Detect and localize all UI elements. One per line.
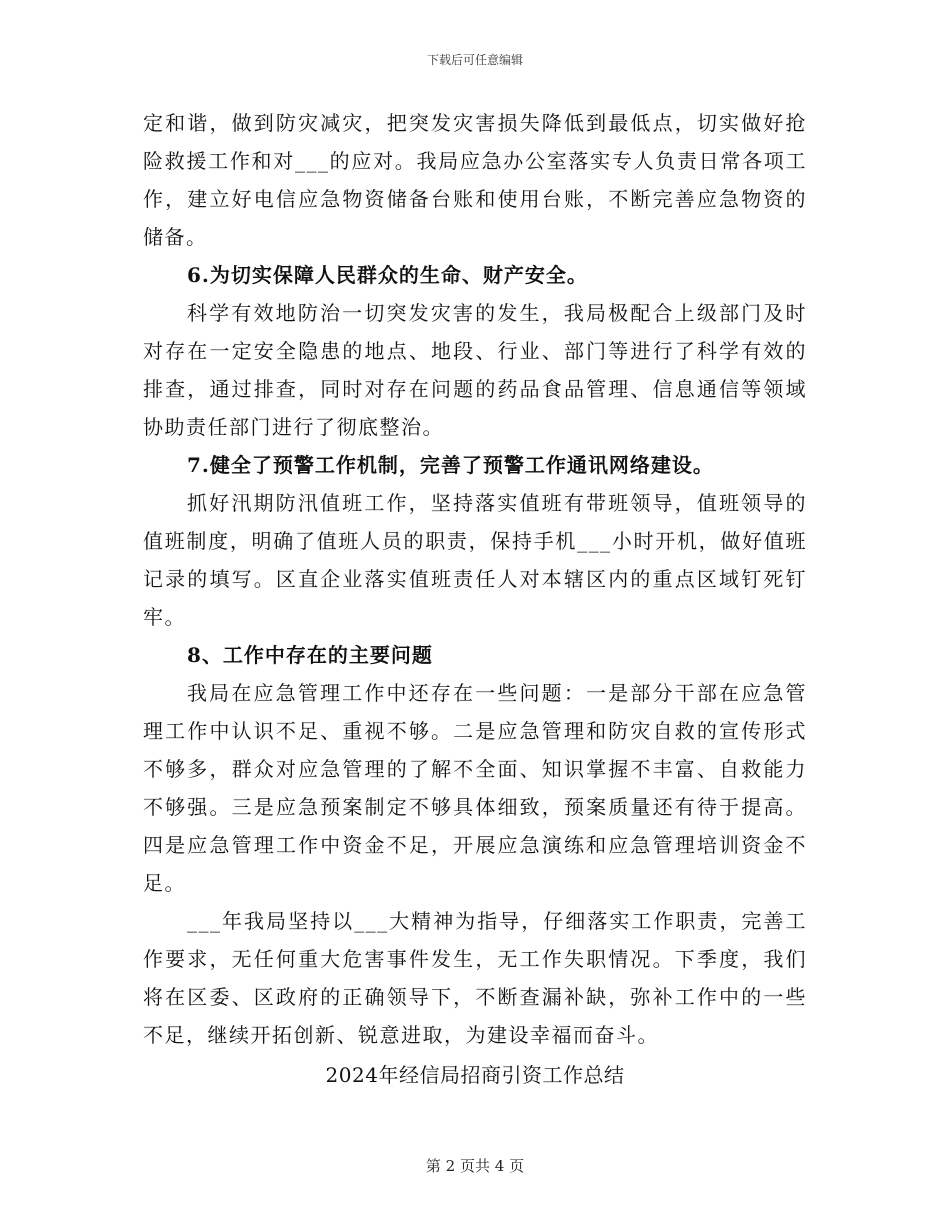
paragraph-continued: 定和谐，做到防灾减灾，把突发灾害损失降低到最低点，切实做好抢险救援工作和对___的应对。我局应急办公室落实专人负责日常各项工作，建立好电信应急物资储备台账和使用台账，不断完善应急物资的储备。 <box>143 111 807 249</box>
paragraph-section-6: 科学有效地防治一切突发灾害的发生，我局极配合上级部门及时对存在一定安全隐患的地点、地段、行业、部门等进行了科学有效的排查，通过排查，同时对存在问题的药品食品管理、信息通信等领域协助责任部门进行了彻底整治。 <box>143 301 807 439</box>
paragraph-conclusion: ___年我局坚持以___大精神为指导，仔细落实工作职责，完善工作要求，无任何重大危害事件发生，无工作失职情况。下季度，我们将在区委、区政府的正确领导下，不断查漏补缺，弥补工作中的一些不足，继续开拓创新、锐意进取，为建设幸福而奋斗。 <box>143 909 807 1047</box>
section-heading-7: 7.健全了预警工作机制，完善了预警工作通讯网络建设。 <box>187 453 714 477</box>
page-footer: 第 2 页共 4 页 <box>425 1157 525 1175</box>
section-heading-8: 8、工作中存在的主要问题 <box>187 643 433 667</box>
document-body <box>143 104 807 1094</box>
document-title: 2024年经信局招商引资工作总结 <box>325 1063 625 1087</box>
paragraph-section-8: 我局在应急管理工作中还存在一些问题：一是部分干部在应急管理工作中认识不足、重视不够。二是应急管理和防灾自救的宣传形式不够多，群众对应急管理的了解不全面、知识掌握不丰富、自救能力不够强。三是应急预案制定不够具体细致，预案质量还有待于提高。四是应急管理工作中资金不足，开展应急演练和应急管理培训资金不足。 <box>143 681 807 895</box>
paragraph-section-7: 抓好汛期防汛值班工作，坚持落实值班有带班领导，值班领导的值班制度，明确了值班人员的职责，保持手机___小时开机，做好值班记录的填写。区直企业落实值班责任人对本辖区内的重点区域钉死钉牢。 <box>143 491 807 629</box>
section-heading-6: 6.为切实保障人民群众的生命、财产安全。 <box>187 263 588 287</box>
page-header: 下载后可任意编辑 <box>426 53 523 67</box>
